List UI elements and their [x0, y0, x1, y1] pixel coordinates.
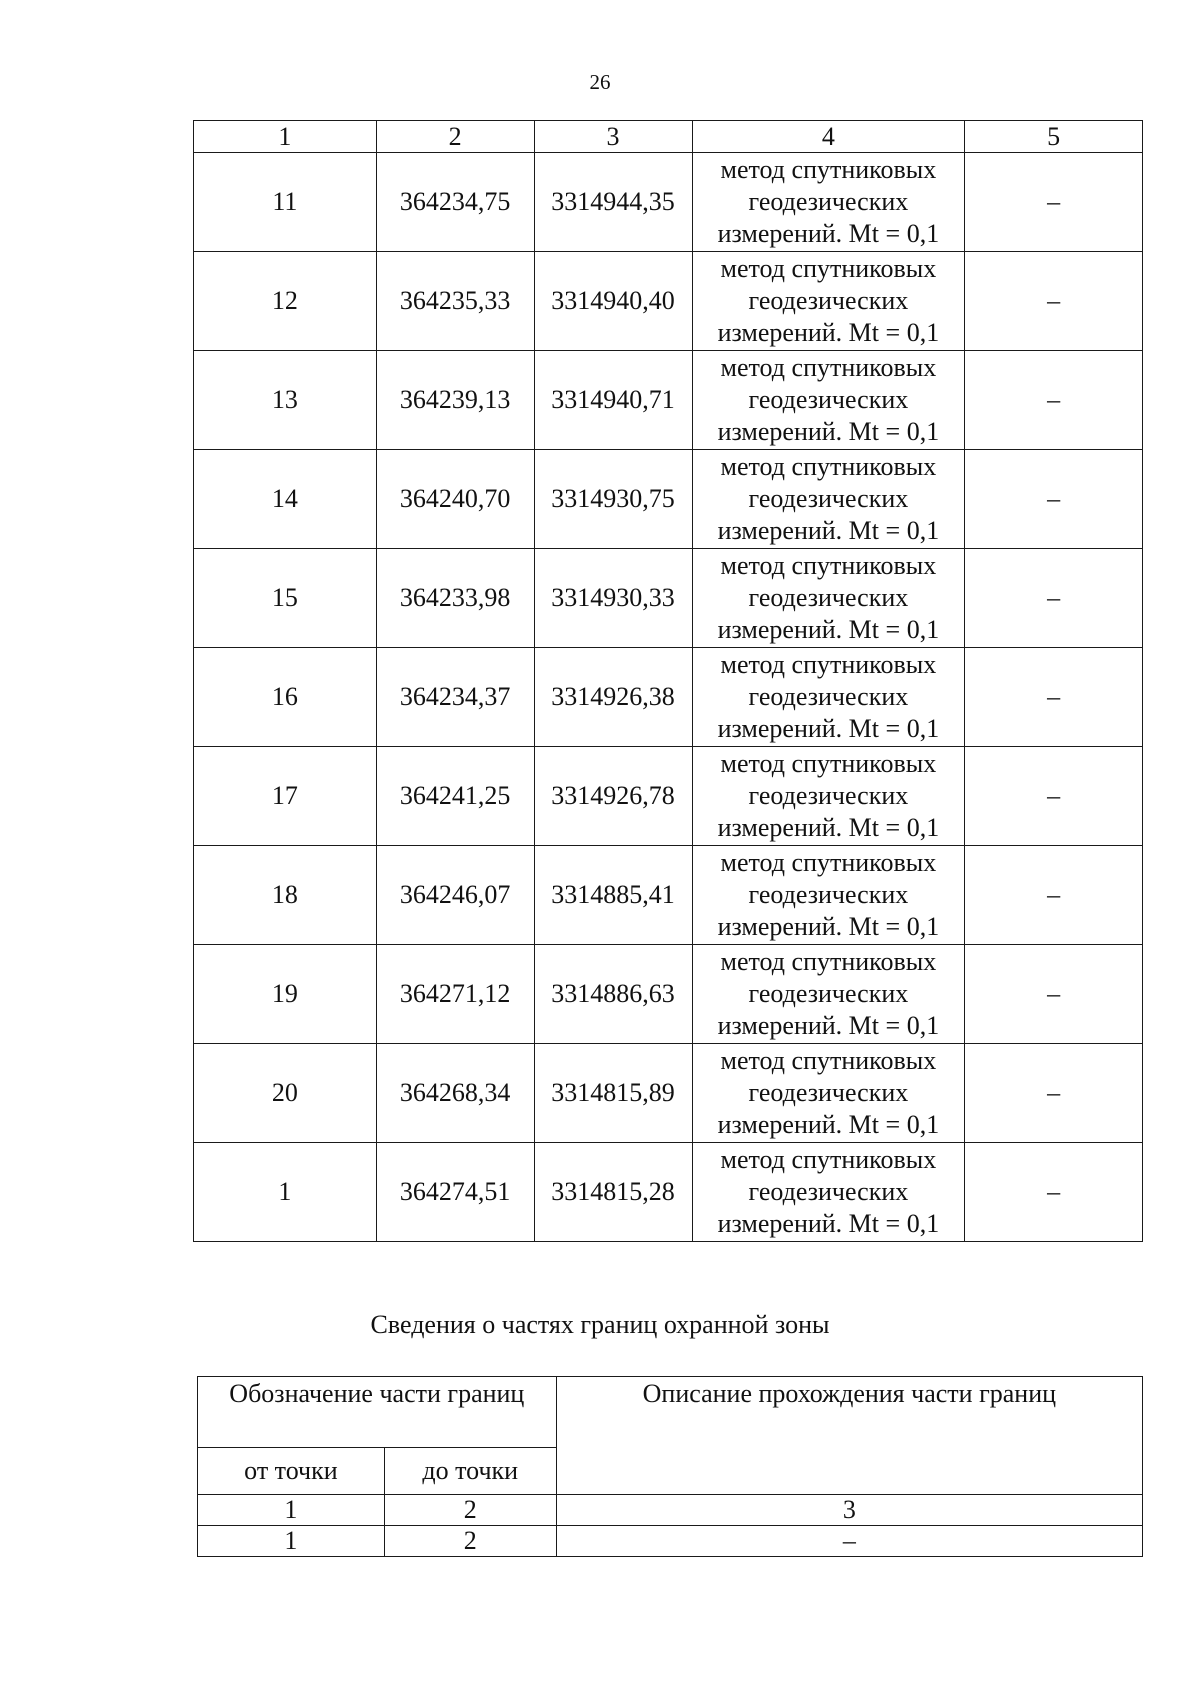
point-number-cell: 14 — [194, 450, 377, 549]
coordinate-row — [194, 1044, 1143, 1143]
from-point-header: от точки — [198, 1448, 385, 1495]
method-line: измерений. Mt = 0,1 — [717, 615, 940, 644]
method-line: измерений. Mt = 0,1 — [717, 219, 940, 248]
method-line: измерений. Mt = 0,1 — [717, 1011, 940, 1040]
y-coordinate-cell: 3314930,75 — [534, 450, 692, 549]
coordinate-row — [194, 648, 1143, 747]
x-coordinate-cell: 364271,12 — [376, 945, 534, 1044]
method-cell — [692, 450, 965, 549]
to-point-header: до точки — [384, 1448, 556, 1495]
parts-column-number-1: 1 — [198, 1495, 385, 1526]
method-cell — [692, 945, 965, 1044]
note-cell: – — [965, 945, 1143, 1044]
method-line: геодезических — [748, 682, 909, 711]
method-cell — [692, 1143, 965, 1242]
coordinate-row — [194, 1143, 1143, 1242]
method-cell — [692, 1044, 965, 1143]
method-line: измерений. Mt = 0,1 — [717, 714, 940, 743]
parts-column-numbers-row — [198, 1495, 1143, 1526]
method-line: метод спутниковых — [720, 254, 937, 283]
column-number-2: 2 — [376, 121, 534, 153]
y-coordinate-cell: 3314944,35 — [534, 153, 692, 252]
method-line: метод спутниковых — [720, 749, 937, 778]
from-point-value: 1 — [198, 1526, 385, 1557]
point-number-cell: 19 — [194, 945, 377, 1044]
column-number-1: 1 — [194, 121, 377, 153]
y-coordinate-cell: 3314930,33 — [534, 549, 692, 648]
x-coordinate-cell: 364240,70 — [376, 450, 534, 549]
method-cell — [692, 846, 965, 945]
x-coordinate-cell: 364234,75 — [376, 153, 534, 252]
note-cell: – — [965, 549, 1143, 648]
method-cell — [692, 153, 965, 252]
method-line: геодезических — [748, 1177, 909, 1206]
method-line: геодезических — [748, 187, 909, 216]
coordinate-row — [194, 351, 1143, 450]
y-coordinate-cell: 3314940,40 — [534, 252, 692, 351]
point-number-cell: 1 — [194, 1143, 377, 1242]
method-line: измерений. Mt = 0,1 — [717, 813, 940, 842]
method-line: геодезических — [748, 484, 909, 513]
coordinate-row — [194, 846, 1143, 945]
note-cell: – — [965, 252, 1143, 351]
parts-column-number-2: 2 — [384, 1495, 556, 1526]
note-cell: – — [965, 648, 1143, 747]
note-cell: – — [965, 846, 1143, 945]
y-coordinate-cell: 3314940,71 — [534, 351, 692, 450]
coordinate-row — [194, 747, 1143, 846]
x-coordinate-cell: 364241,25 — [376, 747, 534, 846]
method-line: геодезических — [748, 385, 909, 414]
point-number-cell: 16 — [194, 648, 377, 747]
coordinate-row — [194, 945, 1143, 1044]
coordinates-header-row — [194, 121, 1143, 153]
method-line: метод спутниковых — [720, 551, 937, 580]
coordinate-row — [194, 450, 1143, 549]
method-line: геодезических — [748, 979, 909, 1008]
to-point-value: 2 — [384, 1526, 556, 1557]
method-line: геодезических — [748, 1078, 909, 1107]
parts-data-row — [198, 1526, 1143, 1557]
x-coordinate-cell: 364239,13 — [376, 351, 534, 450]
method-line: измерений. Mt = 0,1 — [717, 1110, 940, 1139]
method-cell — [692, 648, 965, 747]
designation-header: Обозначение части границ — [198, 1377, 557, 1448]
coordinate-row — [194, 549, 1143, 648]
point-number-cell: 20 — [194, 1044, 377, 1143]
method-line: измерений. Mt = 0,1 — [717, 1209, 940, 1238]
method-line: метод спутниковых — [720, 452, 937, 481]
description-header: Описание прохождения части границ — [556, 1377, 1142, 1495]
method-line: геодезических — [748, 583, 909, 612]
y-coordinate-cell: 3314815,89 — [534, 1044, 692, 1143]
method-line: измерений. Mt = 0,1 — [717, 516, 940, 545]
column-number-4: 4 — [692, 121, 965, 153]
method-line: метод спутниковых — [720, 947, 937, 976]
note-cell: – — [965, 153, 1143, 252]
boundary-parts-table — [197, 1376, 1143, 1557]
y-coordinate-cell: 3314885,41 — [534, 846, 692, 945]
x-coordinate-cell: 364233,98 — [376, 549, 534, 648]
page-number: 26 — [589, 70, 611, 94]
point-number-cell: 13 — [194, 351, 377, 450]
method-cell — [692, 252, 965, 351]
x-coordinate-cell: 364268,34 — [376, 1044, 534, 1143]
x-coordinate-cell: 364246,07 — [376, 846, 534, 945]
method-line: метод спутниковых — [720, 650, 937, 679]
method-line: измерений. Mt = 0,1 — [717, 318, 940, 347]
x-coordinate-cell: 364274,51 — [376, 1143, 534, 1242]
x-coordinate-cell: 364234,37 — [376, 648, 534, 747]
note-cell: – — [965, 1044, 1143, 1143]
method-cell — [692, 549, 965, 648]
method-line: геодезических — [748, 286, 909, 315]
method-line: метод спутниковых — [720, 155, 937, 184]
method-line: измерений. Mt = 0,1 — [717, 417, 940, 446]
method-cell — [692, 351, 965, 450]
section-title: Сведения о частях границ охранной зоны — [370, 1310, 830, 1339]
method-line: метод спутниковых — [720, 353, 937, 382]
method-line: метод спутниковых — [720, 1145, 937, 1174]
column-number-3: 3 — [534, 121, 692, 153]
note-cell: – — [965, 450, 1143, 549]
parts-column-number-3: 3 — [556, 1495, 1142, 1526]
note-cell: – — [965, 351, 1143, 450]
method-line: геодезических — [748, 880, 909, 909]
coordinates-table — [193, 120, 1143, 1242]
method-line: измерений. Mt = 0,1 — [717, 912, 940, 941]
point-number-cell: 18 — [194, 846, 377, 945]
method-line: метод спутниковых — [720, 1046, 937, 1075]
method-line: геодезических — [748, 781, 909, 810]
point-number-cell: 17 — [194, 747, 377, 846]
point-number-cell: 11 — [194, 153, 377, 252]
method-line: метод спутниковых — [720, 848, 937, 877]
coordinate-row — [194, 153, 1143, 252]
note-cell: – — [965, 1143, 1143, 1242]
coordinate-row — [194, 252, 1143, 351]
x-coordinate-cell: 364235,33 — [376, 252, 534, 351]
parts-header-row — [198, 1377, 1143, 1448]
point-number-cell: 15 — [194, 549, 377, 648]
column-number-5: 5 — [965, 121, 1143, 153]
y-coordinate-cell: 3314815,28 — [534, 1143, 692, 1242]
method-cell — [692, 747, 965, 846]
y-coordinate-cell: 3314926,38 — [534, 648, 692, 747]
note-cell: – — [965, 747, 1143, 846]
point-number-cell: 12 — [194, 252, 377, 351]
y-coordinate-cell: 3314926,78 — [534, 747, 692, 846]
description-value: – — [556, 1526, 1142, 1557]
y-coordinate-cell: 3314886,63 — [534, 945, 692, 1044]
